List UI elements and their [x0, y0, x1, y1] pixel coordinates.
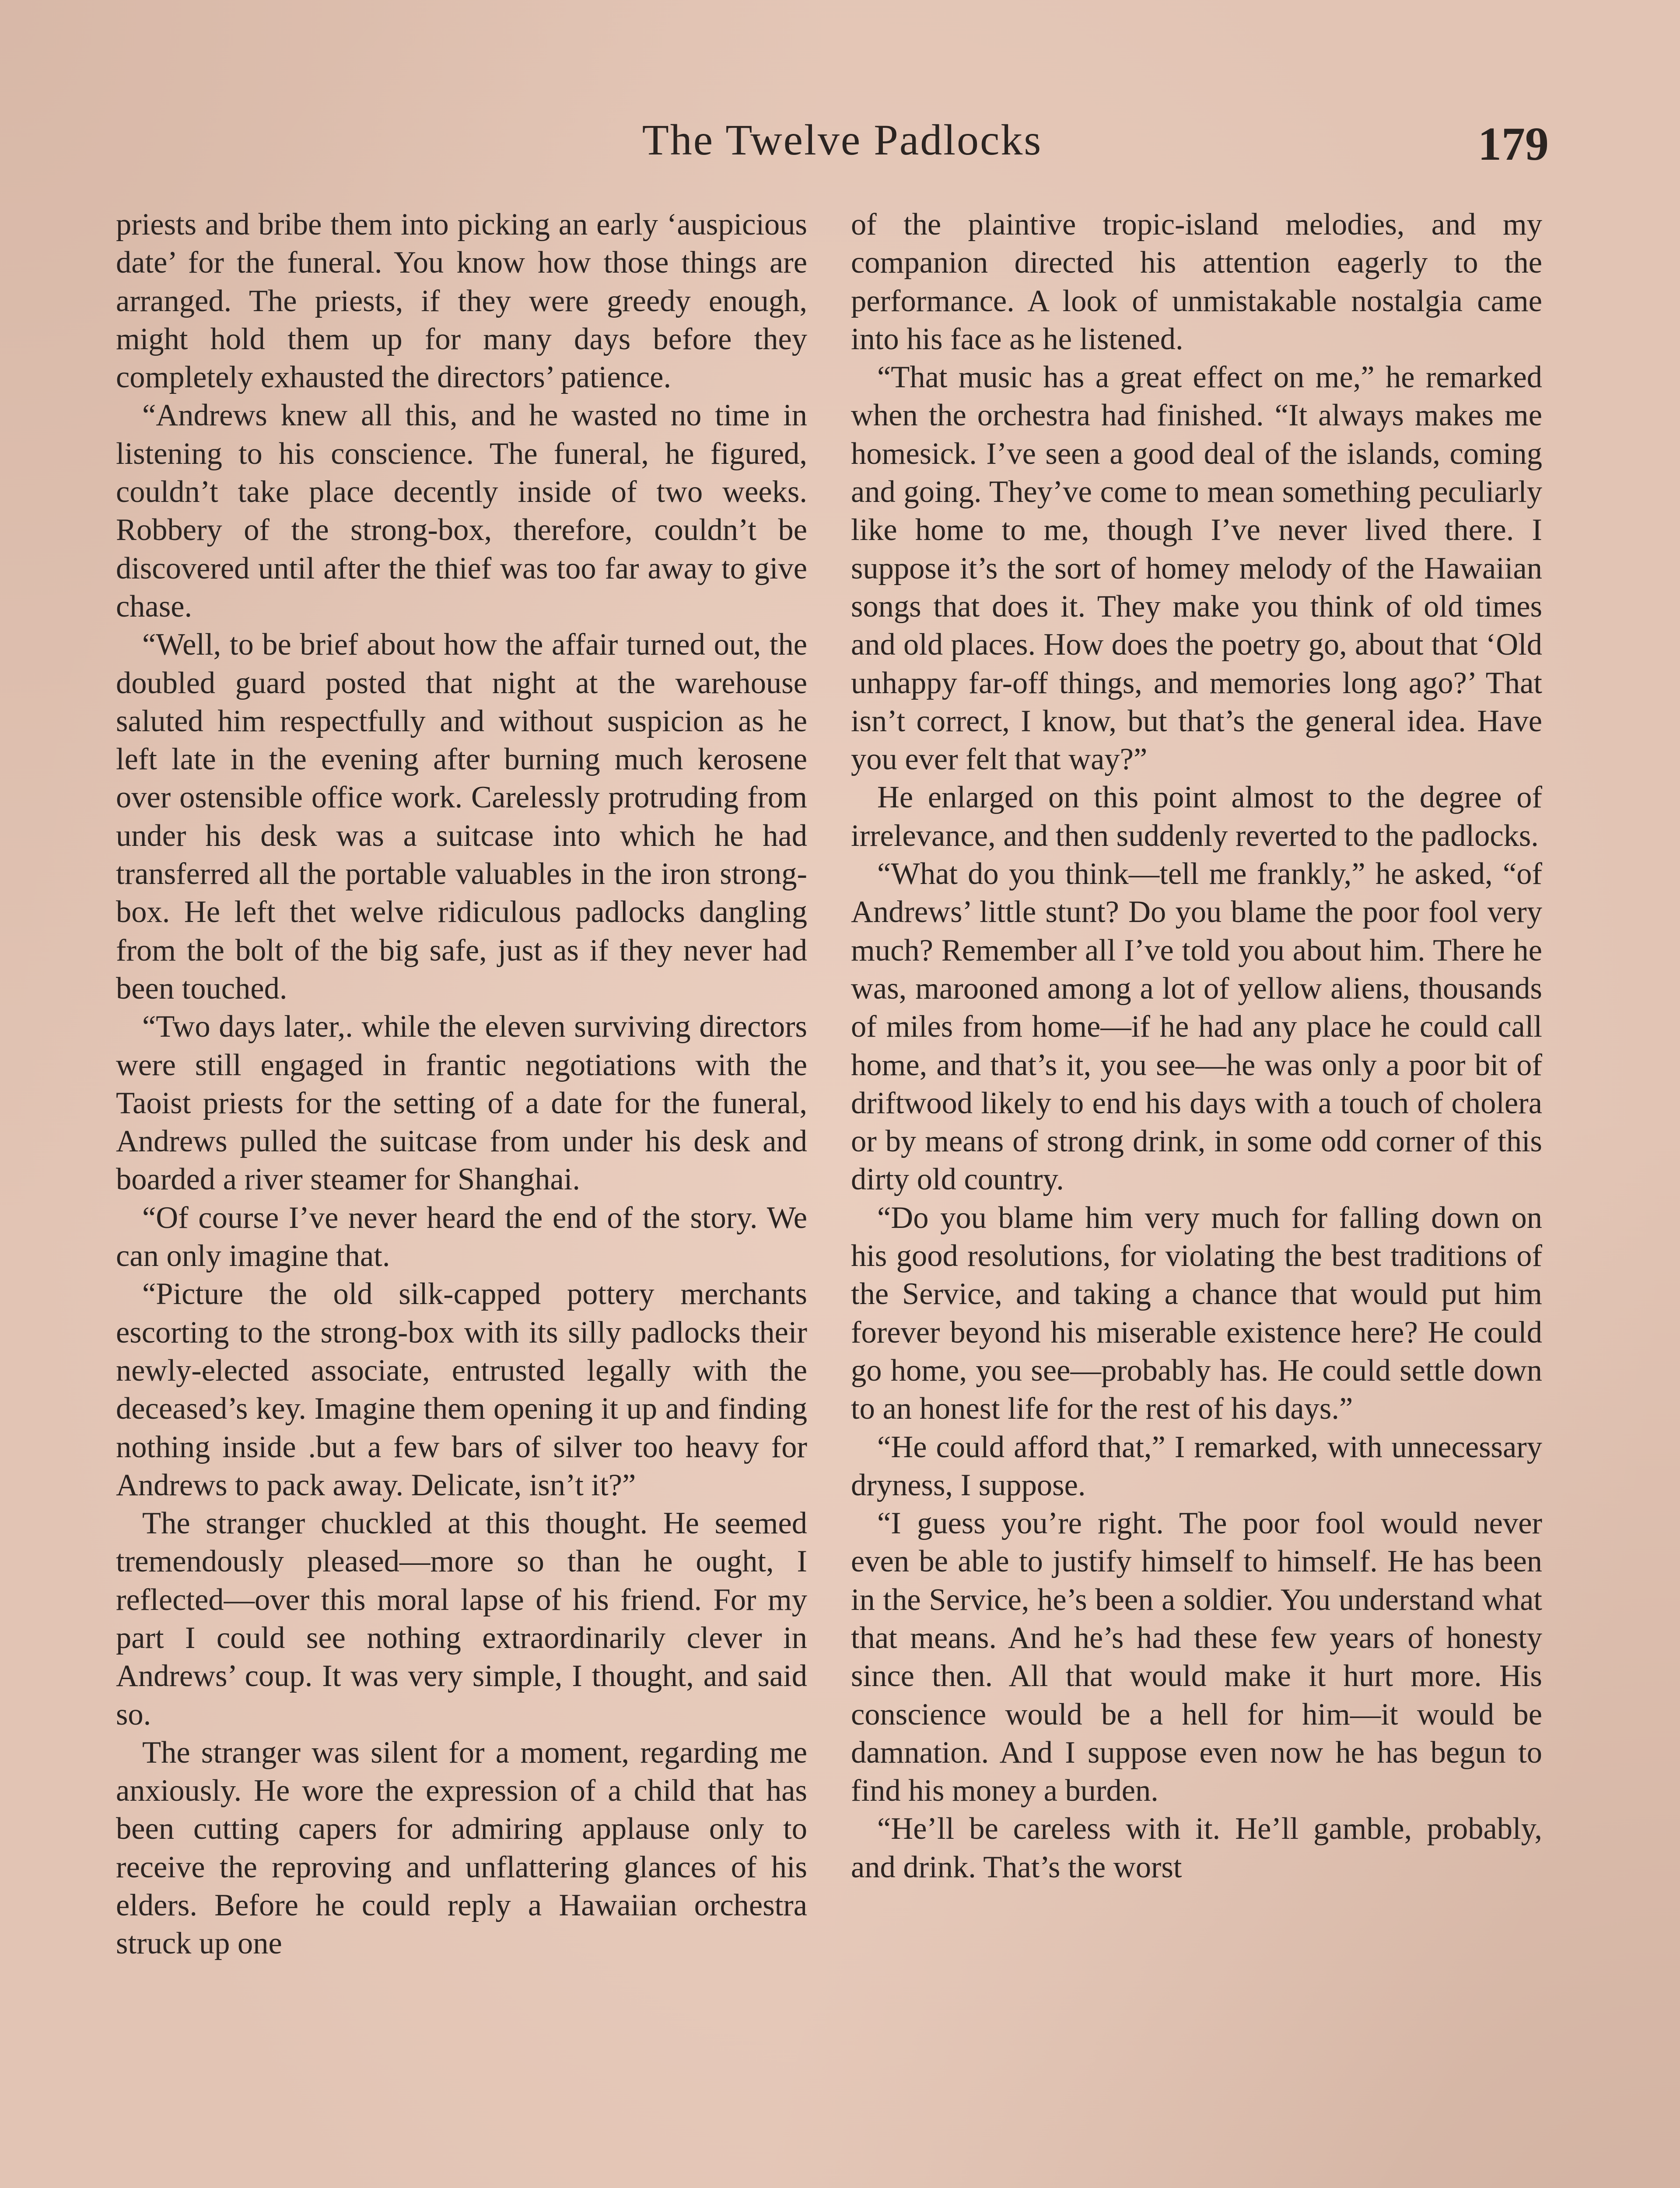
paragraph: “What do you think—tell me frankly,” he asked, “of Andrews’ little stunt? Do you blame the poor fool very much? Remember all I’ve told you about him. There he was, marooned among a lot of yellow aliens, thousands of miles from home—if he had any place he could call home, and that’s it, you see—he was only a poor bit of driftwood likely to end his days with a touch of cholera or by means of strong drink, in some odd corner of this dirty old country. [851, 857, 1542, 1197]
page-header [0, 109, 1680, 171]
paragraph: He enlarged on this point almost to the degree of irrelevance, and then suddenly reverted to the padlocks. [851, 780, 1542, 853]
paragraph: “That music has a great effect on me,” he remarked when the orchestra had finished. “It always makes me homesick. I’ve seen a good deal of the islands, coming and going. They’ve come to mean something peculiarly like home to me, though I’ve never lived there. I suppose it’s the sort of homey melody of the Hawaiian songs that does it. They make you think of old times and old places. How does the poetry go, about that ‘Old unhappy far-off things, and memories long ago?’ That isn’t correct, I know, but that’s the general idea. Have you ever felt that way?” [851, 360, 1542, 777]
paragraph: of the plaintive tropic-island melodies, and my companion directed his attention eagerly to the performance. A look of unmistakable nostalgia came into his face as he listened. [851, 207, 1542, 356]
paragraph: The stranger was silent for a moment, regarding me anxiously. He wore the expression of a child that has been cutting capers for admiring applause only to receive the reproving and unflattering glances of his elders. Before he could reply a Hawaiian orchestra struck up one [116, 1735, 807, 1961]
right-column [851, 206, 1542, 2188]
paragraph: “Picture the old silk-capped pottery merchants escorting to the strong-box with its silly padlocks their newly-elected associate, entrusted legally with the deceased’s key. Imagine them opening it up and finding nothing inside .but a few bars of silver too heavy for Andrews to pack away. Delicate, isn’t it?” [116, 1277, 807, 1502]
paragraph: “Well, to be brief about how the affair turned out, the doubled guard posted that night at the warehouse saluted him respectfully and without suspicion as he left late in the evening after burning much kerosene over ostensible office work. Carelessly protruding from under his desk was a suitcase into which he had transferred all the portable valuables in the iron strong-box. He left thet welve ridiculous padlocks dangling from the bolt of the big safe, just as if they never had been touched. [116, 628, 807, 1006]
paragraph: “Andrews knew all this, and he wasted no time in listening to his conscience. The funeral, he figured, couldn’t take place decently inside of two weeks. Robbery of the strong-box, therefore, couldn’t be discovered until after the thief was too far away to give chase. [116, 398, 807, 624]
paragraph: “Do you blame him very much for falling down on his good resolutions, for violating the best traditions of the Service, and taking a chance that would put him forever beyond his miserable existence here? He could go home, you see—probably has. He could settle down to an honest life for the rest of his days.” [851, 1200, 1542, 1426]
paragraph: The stranger chuckled at this thought. He seemed tremendously pleased—more so than he ought, I reflected—over this moral lapse of his friend. For my part I could see nothing extraordinarily clever in Andrews’ coup. It was very simple, I thought, and said so. [116, 1506, 807, 1732]
paragraph: “He’ll be careless with it. He’ll gamble, probably, and drink. That’s the worst [851, 1812, 1542, 1884]
paragraph: “I guess you’re right. The poor fool would never even be able to justify himself to himself. He has been in the Service, he’s been a soldier. You understand what that means. And he’s had these few years of honesty since then. All that would make it hurt more. His conscience would be a hell for him—it would be damnation. And I suppose even now he has begun to find his money a burden. [851, 1506, 1542, 1808]
left-column [116, 206, 807, 2188]
paragraph: “Of course I’ve never heard the end of the story. We can only imagine that. [116, 1200, 807, 1273]
paragraph: “He could afford that,” I remarked, with unnecessary dryness, I suppose. [851, 1430, 1542, 1502]
paragraph: “Two days later,. while the eleven surviving directors were still engaged in frantic negotiations with the Taoist priests for the setting of a date for the funeral, Andrews pulled the suitcase from under his desk and boarded a river steamer for Shanghai. [116, 1010, 807, 1197]
running-title: The Twelve Padlocks [642, 116, 1043, 164]
paragraph: priests and bribe them into picking an early ‘auspicious date’ for the funeral. You know how those things are arranged. The priests, if they were greedy enough, might hold them up for many days before they completely exhausted the directors’ patience. [116, 207, 807, 395]
page-number: 179 [1478, 118, 1549, 170]
